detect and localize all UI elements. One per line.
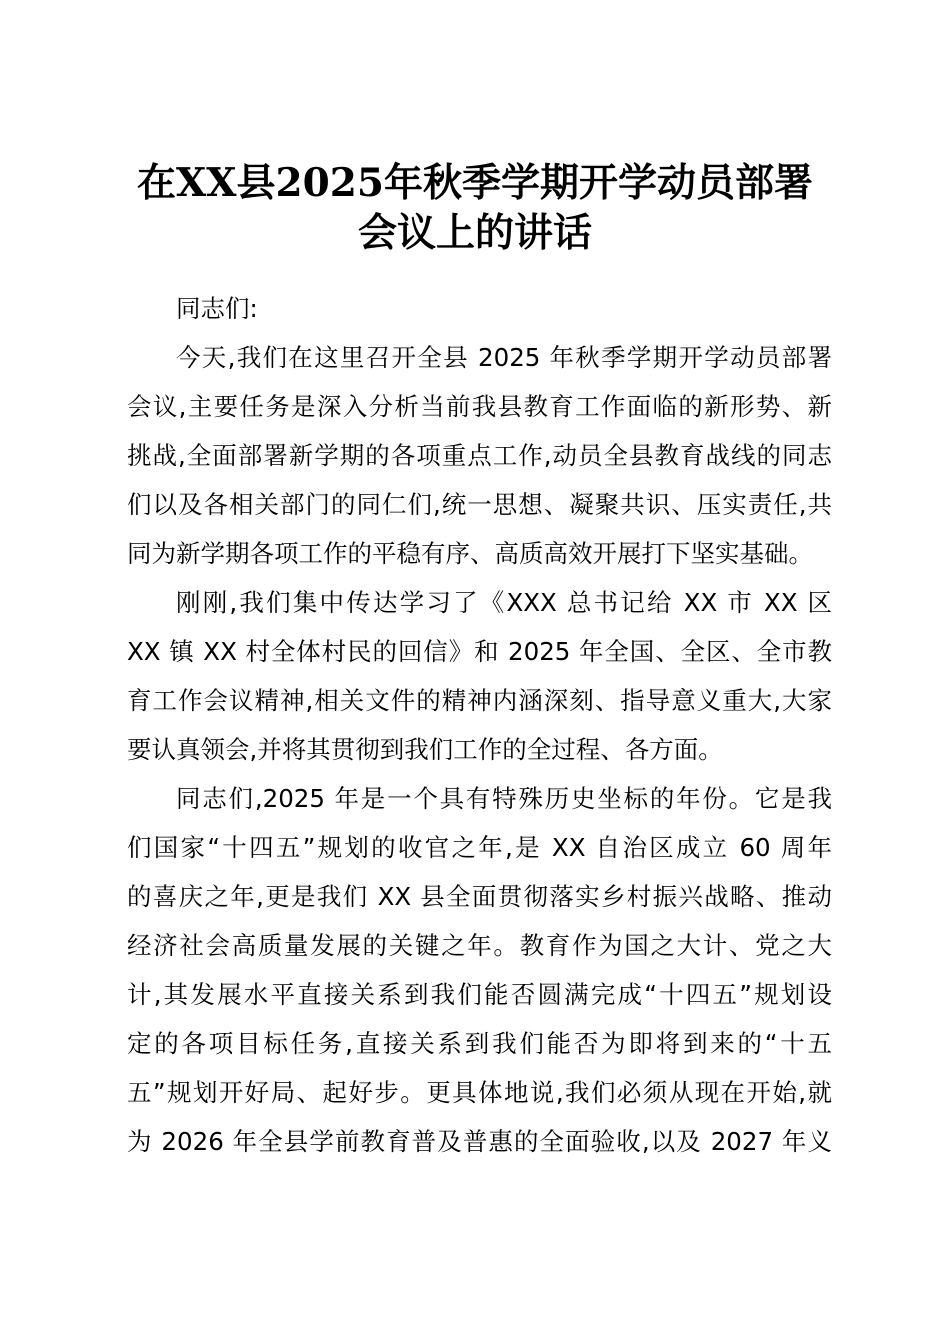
salutation — [127, 284, 832, 333]
paragraph-line: 育工作会议精神,相关文件的精神内涵深刻、指导意义重大,大家 — [127, 686, 832, 715]
paragraph-line: 经济社会高质量发展的关键之年。教育作为国之大计、党之大 — [127, 931, 832, 960]
paragraph-line: 们以及各相关部门的同仁们,统一思想、凝聚共识、压实责任,共 — [127, 490, 832, 519]
paragraph-line: 定的各项目标任务,直接关系到我们能否为即将到来的“十五 — [127, 1029, 832, 1058]
paragraph-line: 们国家“十四五”规划的收官之年,是 XX 自治区成立 60 周年 — [127, 833, 832, 862]
document-title — [100, 158, 850, 258]
paragraph-3 — [127, 774, 832, 1166]
paragraph-line: 刚刚,我们集中传达学习了《XXX 总书记给 XX 市 XX 区 — [176, 588, 832, 617]
paragraph-line: 今天,我们在这里召开全县 2025 年秋季学期开学动员部署 — [176, 343, 832, 372]
title-line: 在XX县2025年秋季学期开学动员部署 — [136, 160, 814, 206]
paragraph-line: 同为新学期各项工作的平稳有序、高质高效开展打下坚实基础。 — [127, 539, 813, 568]
title-line: 会议上的讲话 — [357, 210, 592, 256]
paragraph-line: XX 镇 XX 村全体村民的回信》和 2025 年全国、全区、全市教 — [127, 637, 832, 666]
salutation-text: 同志们: — [176, 294, 258, 323]
paragraph-line: 挑战,全面部署新学期的各项重点工作,动员全县教育战线的同志 — [127, 441, 832, 470]
paragraph-line: 同志们,2025 年是一个具有特殊历史坐标的年份。它是我 — [176, 784, 832, 813]
paragraph-2 — [127, 578, 832, 774]
paragraph-line: 为 2026 年全县学前教育普及普惠的全面验收,以及 2027 年义 — [127, 1127, 832, 1156]
paragraph-line: 的喜庆之年,更是我们 XX 县全面贯彻落实乡村振兴战略、推动 — [127, 882, 832, 911]
document-body — [127, 284, 832, 1166]
paragraph-line: 要认真领会,并将其贯彻到我们工作的全过程、各方面。 — [127, 735, 723, 764]
paragraph-line: 五”规划开好局、起好步。更具体地说,我们必须从现在开始,就 — [127, 1078, 832, 1107]
paragraph-1 — [127, 333, 832, 578]
paragraph-line: 计,其发展水平直接关系到我们能否圆满完成“十四五”规划设 — [127, 980, 832, 1009]
paragraph-line: 会议,主要任务是深入分析当前我县教育工作面临的新形势、新 — [127, 392, 832, 421]
